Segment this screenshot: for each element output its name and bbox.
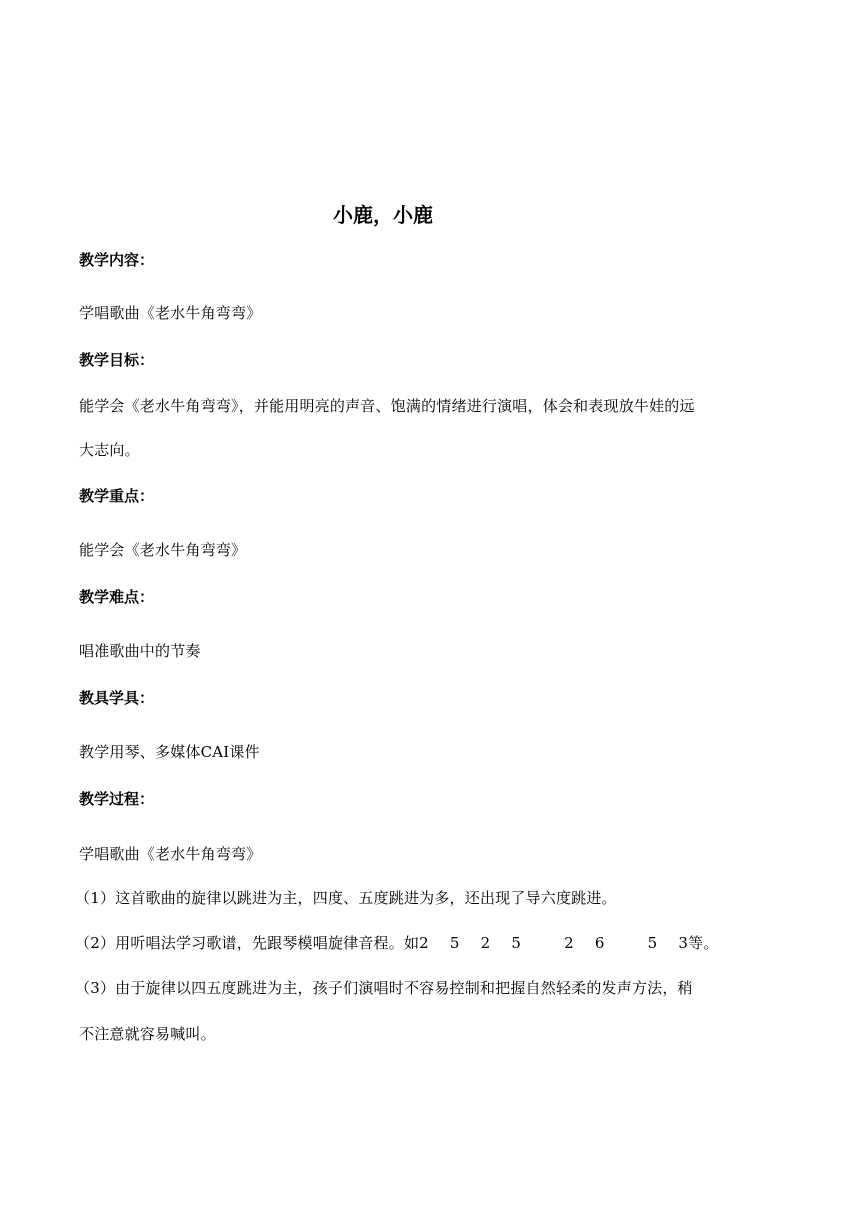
goal-text-line2: 大志向。: [79, 441, 140, 459]
process-step-3-line1: （3）由于旋律以四五度跳进为主，孩子们演唱时不容易控制和把握自然轻柔的发声方法，稍: [75, 979, 693, 997]
process-step-1: （1）这首歌曲的旋律以跳进为主，四度、五度跳进为多，还出现了导六度跳进。: [75, 889, 617, 907]
note: 6: [594, 934, 605, 952]
goal-text-line1: 能学会《老水牛角弯弯》，并能用明亮的声音、饱满的情绪进行演唱，体会和表现放牛娃的远: [79, 397, 695, 415]
tools-text: 教学用琴、多媒体CAI课件: [79, 743, 260, 761]
document-title: 小鹿，小鹿: [333, 203, 433, 227]
difficulty-heading: 教学难点：: [79, 588, 155, 606]
content-heading: 教学内容：: [79, 251, 155, 269]
content-text: 学唱歌曲《老水牛角弯弯》: [79, 304, 262, 322]
note: 5: [647, 934, 658, 952]
process-heading: 教学过程：: [79, 790, 155, 808]
step-2-prefix: （2）用听唱法学习歌谱，先跟琴模唱旋律音程。如: [75, 934, 420, 952]
note: 5: [449, 934, 460, 952]
tools-heading: 教具学具：: [79, 689, 155, 707]
note: 5: [511, 934, 522, 952]
process-step-3-line2: 不注意就容易喊叫。: [79, 1025, 216, 1043]
step-2-suffix: 等。: [688, 934, 719, 952]
difficulty-text: 唱准歌曲中的节奏: [79, 642, 201, 660]
process-step-2: [75, 933, 719, 953]
key-point-text: 能学会《老水牛角弯弯》: [79, 541, 247, 559]
note: 2: [480, 934, 491, 952]
note: 3: [678, 934, 689, 952]
goal-heading: 教学目标：: [79, 351, 155, 369]
process-intro: 学唱歌曲《老水牛角弯弯》: [79, 845, 262, 863]
note: 2: [564, 934, 574, 952]
note: 2: [419, 934, 429, 952]
key-point-heading: 教学重点：: [79, 487, 155, 505]
